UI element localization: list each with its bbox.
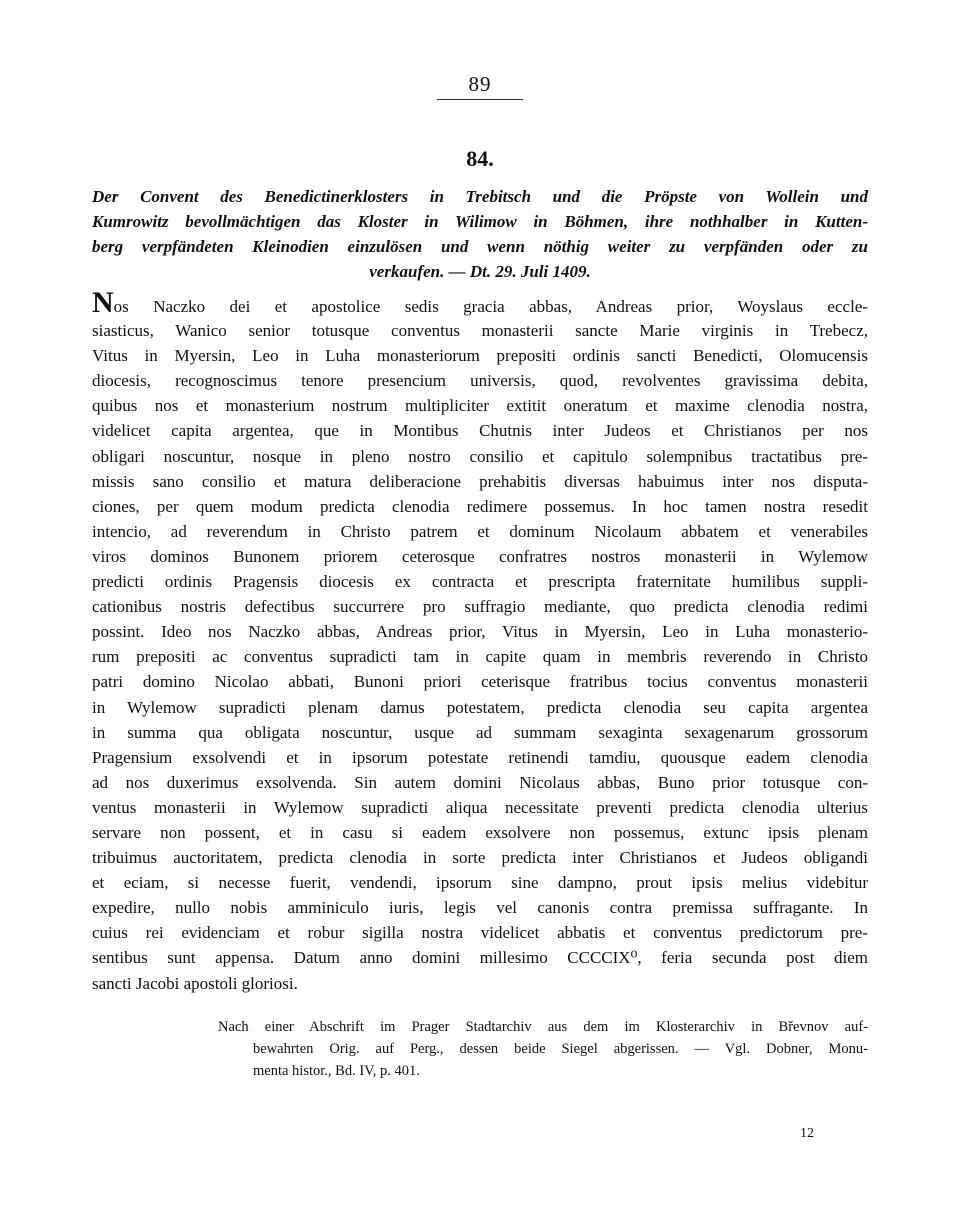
body-line: ciones, per quem modum predicta clenodia redimere possemus. In hoc tamen nostra resedit — [92, 496, 868, 516]
body-line: Vitus in Myersin, Leo in Luha monasteriorum prepositi ordinis sancti Benedicti, Olomucensis — [92, 346, 868, 366]
header-rule — [437, 99, 523, 100]
body-line: servare non possent, et in casu si eadem exsolvere non possemus, extunc ipsis plenam — [92, 822, 868, 842]
body-line: in summa qua obligata noscuntur, usque ad summam sexaginta sexagenarum grossorum — [92, 722, 868, 742]
source-note-line: Nach einer Abschrift im Prager Stadtarchiv aus dem im Klosterarchiv in Břevnov auf- — [218, 1019, 868, 1035]
body-line: Pragensium exsolvendi et in ipsorum potestate retinendi tamdiu, quousque eadem clenodia — [92, 747, 868, 767]
body-line: videlicet capita argentea, que in Montibus Chutnis inter Judeos et Christianos per nos — [92, 421, 868, 441]
body-line: diocesis, recognoscimus tenore presencium universis, quod, revolventes gravissima debita, — [92, 371, 868, 391]
body-line: missis sano consilio et matura deliberacione prehabitis diversas habuimus inter nos disputa- — [92, 471, 868, 491]
body-line: cuius rei evidenciam et robur sigilla nostra videlicet abbatis et conventus predictorum pre- — [92, 923, 868, 943]
body-line: predicti ordinis Pragensis diocesis ex contracta et prescripta fraternitate humilibus suppli- — [92, 572, 868, 592]
body-line: siasticus, Wanico senior totusque conventus monasterii sancte Marie virginis in Trebecz, — [92, 321, 868, 341]
body-line: obligari noscuntur, nosque in pleno nostro consilio et capitulo solempnibus tractatibus pre- — [92, 446, 868, 466]
body-line: expedire, nullo nobis amminiculo iuris, legis vel canonis contra premissa suffragante. In — [92, 898, 868, 918]
body-line: possint. Ideo nos Naczko abbas, Andreas prior, Vitus in Myersin, Leo in Luha monasterio- — [92, 622, 868, 642]
summary-line: Der Convent des Benedictinerklosters in Trebitsch und die Pröpste von Wollein und — [92, 187, 868, 206]
body-line: intencio, ad reverendum in Christo patrem et dominum Nicolaum abbatem et venerabiles — [92, 521, 868, 541]
body-line: patri domino Nicolao abbati, Bunoni priori ceterisque fratribus tocius conventus monasterii — [92, 672, 868, 692]
source-note — [92, 1016, 868, 1082]
summary-line: Kumrowitz bevollmächtigen das Kloster in Wilimow in Böhmen, ihre nothhalber in Kutten- — [92, 212, 868, 231]
body-line: sentibus sunt appensa. Datum anno domini millesimo CCCCIX⁰, feria secunda post diem — [92, 948, 868, 968]
source-note-line: bewahrten Orig. auf Perg., dessen beide Siegel abgerissen. — Vgl. Dobner, Monu- — [253, 1041, 868, 1057]
body-line-first — [92, 286, 868, 319]
source-note-line: menta histor., Bd. IV, p. 401. — [253, 1063, 420, 1079]
body-line: cationibus nostris defectibus succurrere pro suffragio mediante, quo predicta clenodia redimi — [92, 597, 868, 617]
body-line: ventus monasterii in Wylemow supradicti aliqua necessitate preventi predicta clenodia ulterius — [92, 797, 868, 817]
summary-line: verkaufen. — Dt. 29. Juli 1409. — [369, 262, 591, 281]
body-line: ad nos duxerimus exsolvenda. Sin autem domini Nicolaus abbas, Buno prior totusque con- — [92, 772, 868, 792]
body-line: in Wylemow supradicti plenam damus potestatem, predicta clenodia seu capita argentea — [92, 697, 868, 717]
drop-initial: N — [92, 286, 114, 319]
body-line-first-text: os Naczko dei et apostolice sedis gracia abbas, Andreas prior, Woyslaus eccle- — [113, 297, 868, 316]
body-line: et eciam, si necesse fuerit, vendendi, ipsorum sine dampno, prout ipsis melius videbitur — [92, 873, 868, 893]
page-number: 89 — [468, 72, 492, 96]
body-line: viros dominos Bunonem priorem ceterosque confratres nostros monasterii in Wylemow — [92, 546, 868, 566]
summary — [92, 184, 868, 284]
signature-mark: 12 — [800, 1126, 814, 1141]
summary-line: berg verpfändeten Kleinodien einzulösen und wenn nöthig weiter zu verpfänden oder zu — [92, 237, 868, 256]
body-text — [92, 286, 868, 996]
body-line: sancti Jacobi apostoli gloriosi. — [92, 973, 298, 993]
body-line: tribuimus auctoritatem, predicta clenodia in sorte predicta inter Christianos et Judeos obligandi — [92, 848, 868, 868]
body-line: quibus nos et monasterium nostrum multipliciter extitit oneratum et maxime clenodia nostra, — [92, 396, 868, 416]
document-number: 84. — [466, 146, 494, 171]
body-line: rum prepositi ac conventus supradicti tam in capite quam in membris reverendo in Christo — [92, 647, 868, 667]
